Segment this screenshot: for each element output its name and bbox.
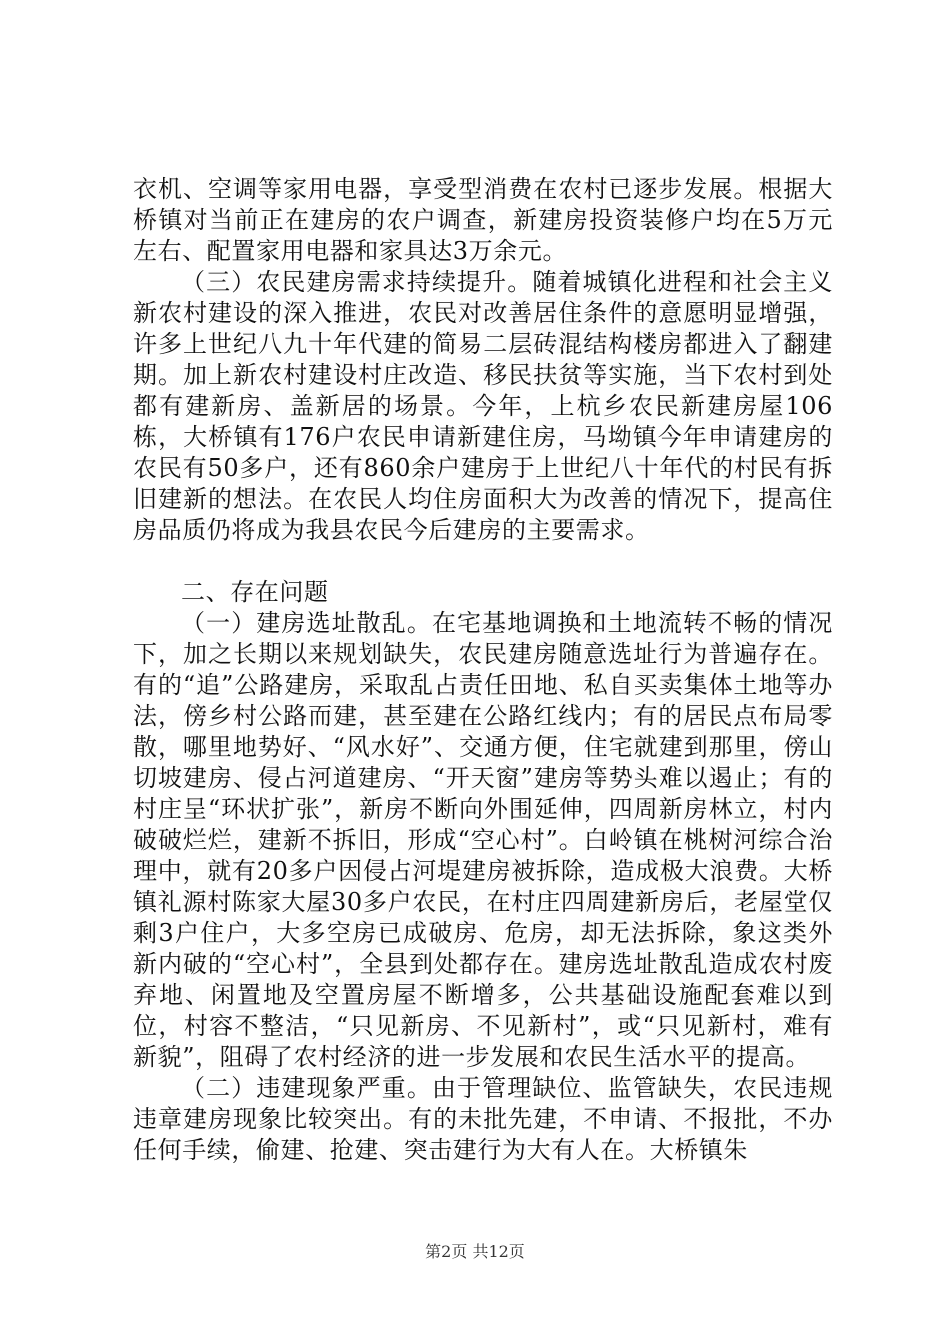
document-body	[133, 174, 833, 1166]
paragraph-continuation: 衣机、空调等家用电器，享受型消费在农村已逐步发展。根据大桥镇对当前正在建房的农户调查，新建房投资装修户均在5万元左右、配置家用电器和家具达3万余元。	[133, 175, 833, 265]
section-heading-problems: 二、存在问题	[181, 578, 329, 606]
paragraph-problem-2: （二）违建现象严重。由于管理缺位、监管缺失，农民违规违章建房现象比较突出。有的未批先建，不申请、不报批，不办任何手续，偷建、抢建、突击建行为大有人在。大桥镇朱	[133, 1074, 833, 1164]
paragraph-section-3: （三）农民建房需求持续提升。随着城镇化进程和社会主义新农村建设的深入推进，农民对改善居住条件的意愿明显增强，许多上世纪八九十年代建的简易二层砖混结构楼房都进入了翻建期。加上新农村建设村庄改造、移民扶贫等实施，当下农村到处都有建新房、盖新居的场景。今年，上杭乡农民新建房屋106栋，大桥镇有176户农民申请新建住房，马坳镇今年申请建房的农民有50多户，还有860余户建房于上世纪八十年代的村民有拆旧建新的想法。在农民人均住房面积大为改善的情况下，提高住房品质仍将成为我县农民今后建房的主要需求。	[133, 268, 833, 544]
paragraph-problem-1: （一）建房选址散乱。在宅基地调换和土地流转不畅的情况下，加之长期以来规划缺失，农民建房随意选址行为普遍存在。有的“追”公路建房，采取乱占责任田地、私自买卖集体土地等办法，傍乡村公路而建，甚至建在公路红线内；有的居民点布局零散，哪里地势好、“风水好”、交通方便，住宅就建到那里，傍山切坡建房、侵占河道建房、“开天窗”建房等势头难以遏止；有的村庄呈“环状扩张”，新房不断向外围延伸，四周新房林立，村内破破烂烂，建新不拆旧，形成“空心村”。白岭镇在桃树河综合治理中，就有20多户因侵占河堤建房被拆除，造成极大浪费。大桥镇礼源村陈家大屋30多户农民，在村庄四周建新房后，老屋堂仅剩3户住户，大多空房已成破房、危房，却无法拆除，象这类外新内破的“空心村”，全县到处都存在。建房选址散乱造成农村废弃地、闲置地及空置房屋不断增多，公共基础设施配套难以到位，村容不整洁，“只见新房、不见新村”，或“只见新村，难有新貌”，阻碍了农村经济的进一步发展和农民生活水平的提高。	[133, 609, 833, 1071]
page-footer: 第2页 共12页	[425, 1242, 525, 1261]
